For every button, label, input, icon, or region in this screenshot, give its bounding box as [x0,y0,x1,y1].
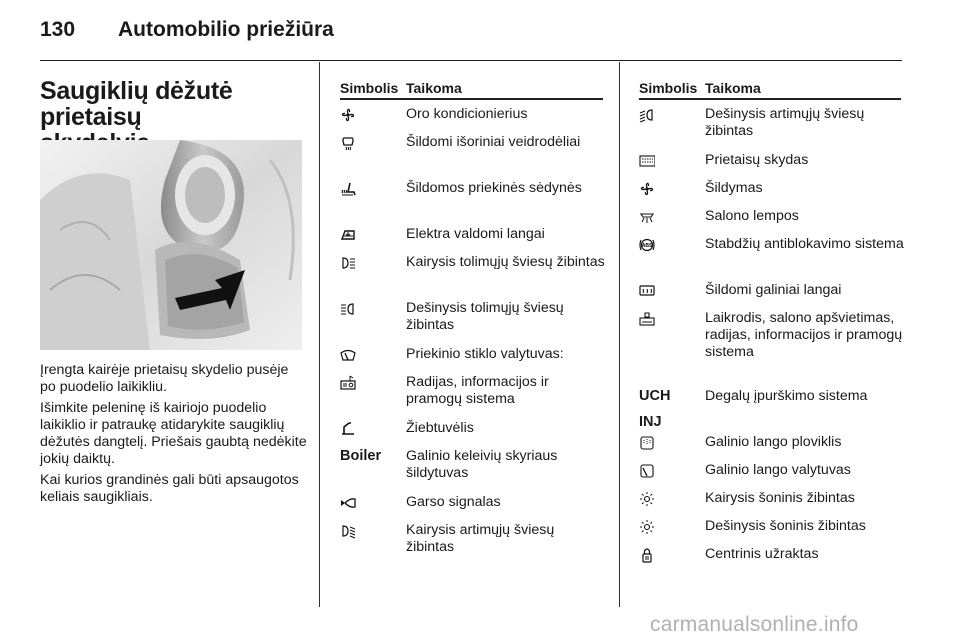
fuse-description: Elektra valdomi langai [406,226,545,242]
header-divider [40,60,902,61]
chapter-title: Automobilio priežiūra [118,18,334,41]
fuse-table-middle [340,78,605,555]
central-lock-icon [639,546,703,564]
fuse-description: Kairysis artimųjų šviesų žibintas [406,522,555,555]
fuse-description: Dešinysis artimųjų šviesų žibintas [705,106,865,139]
fuse-description: Žiebtuvėlis [406,420,474,436]
left-column [40,77,310,505]
low-beam-left-icon [340,522,404,540]
symbol-column-header: Simbolis [639,80,698,96]
side-light-right-icon [639,518,703,536]
symbol-column-header: Simbolis [340,80,399,96]
fuse-description: Dešinysis šoninis žibintas [705,518,866,534]
high-beam-left-icon [340,254,404,272]
interior-light-icon [639,208,703,226]
column-divider [619,62,620,607]
fuse-description: Galinio keleivių skyriaus šildytuvas [406,448,558,481]
section-title-line1: Saugiklių dėžutė prietaisų [40,77,233,131]
paragraph: Įrengta kairėje prietaisų skydelio pusėje po puodelio laikikliu. [40,362,289,395]
radio-icon [340,374,404,392]
fuse-description: Dešinysis tolimųjų šviesų žibintas [406,300,564,333]
side-light-left-icon [639,490,703,508]
applies-column-header: Taikoma [705,80,761,96]
high-beam-right-icon [340,300,404,318]
fuse-description: Degalų įpurškimo sistema [705,388,868,404]
symbol-label-text: UCH [639,388,671,404]
table-header [340,78,603,100]
symbol-label [639,388,703,430]
rear-wiper-icon [639,462,703,480]
rear-defrost-icon [639,282,703,300]
clock-light-icon [639,310,703,328]
fuse-description: Oro kondicionierius [406,106,528,122]
instrument-panel-icon [639,152,703,170]
fuse-description: Laikrodis, salono apšvietimas, radijas, informacijos ir pramogų sistema [705,310,903,360]
fuse-description: Šildymas [705,180,763,196]
symbol-label-text: Boiler [340,448,382,464]
fuse-description: Galinio lango valytuvas [705,462,851,478]
section-body [40,362,308,510]
page-header [40,18,900,48]
table-header [639,78,901,100]
power-window-icon [340,226,404,244]
symbol-label-text: INJ [639,414,662,430]
svg-text:ABS: ABS [641,243,653,249]
applies-column-header: Taikoma [406,80,462,96]
heater-fan-icon [639,180,703,198]
paragraph: Kai kurios grandinės gali būti apsaugotos keliais saugikliais. [40,472,299,505]
symbol-label [340,448,404,466]
fuse-description: Radijas, informacijos ir pramogų sistema [406,374,549,407]
fuse-description: Kairysis šoninis žibintas [705,490,855,506]
fuse-description: Garso signalas [406,494,501,510]
heated-mirror-icon [340,134,404,152]
fuse-box-photo [40,140,302,350]
rear-washer-icon [639,434,703,452]
fuse-description: Salono lempos [705,208,799,224]
abs-icon [639,236,703,254]
page-number: 130 [40,18,76,41]
fuse-description: Priekinio stiklo valytuvas: [406,346,564,362]
watermark: carmanualsonline.info [650,613,859,636]
ac-fan-icon [340,106,404,124]
fuse-table-right [639,78,904,562]
low-beam-right-icon [639,106,703,124]
fuse-description: Šildomi išoriniai veidrodėliai [406,134,581,150]
fuse-description: Galinio lango ploviklis [705,434,842,450]
horn-icon [340,494,404,512]
fuse-description: Centrinis užraktas [705,546,819,562]
column-divider [319,62,320,607]
fuse-description: Šildomi galiniai langai [705,282,842,298]
fuse-description: Prietaisų skydas [705,152,809,168]
fuse-description: Stabdžių antiblokavimo sistema [705,236,904,252]
heated-seat-icon [340,180,404,198]
fuse-description: Kairysis tolimųjų šviesų žibintas [406,254,605,270]
cigarette-lighter-icon [340,420,404,438]
fuse-description: Šildomos priekinės sėdynės [406,180,582,196]
windshield-wiper-icon [340,346,404,364]
paragraph: Išimkite peleninę iš kairiojo puodelio laikiklio ir patraukę atidarykite saugiklių dėžutės dangtelį. Priešais gaubtą nedėkite jokių daiktų. [40,400,307,467]
